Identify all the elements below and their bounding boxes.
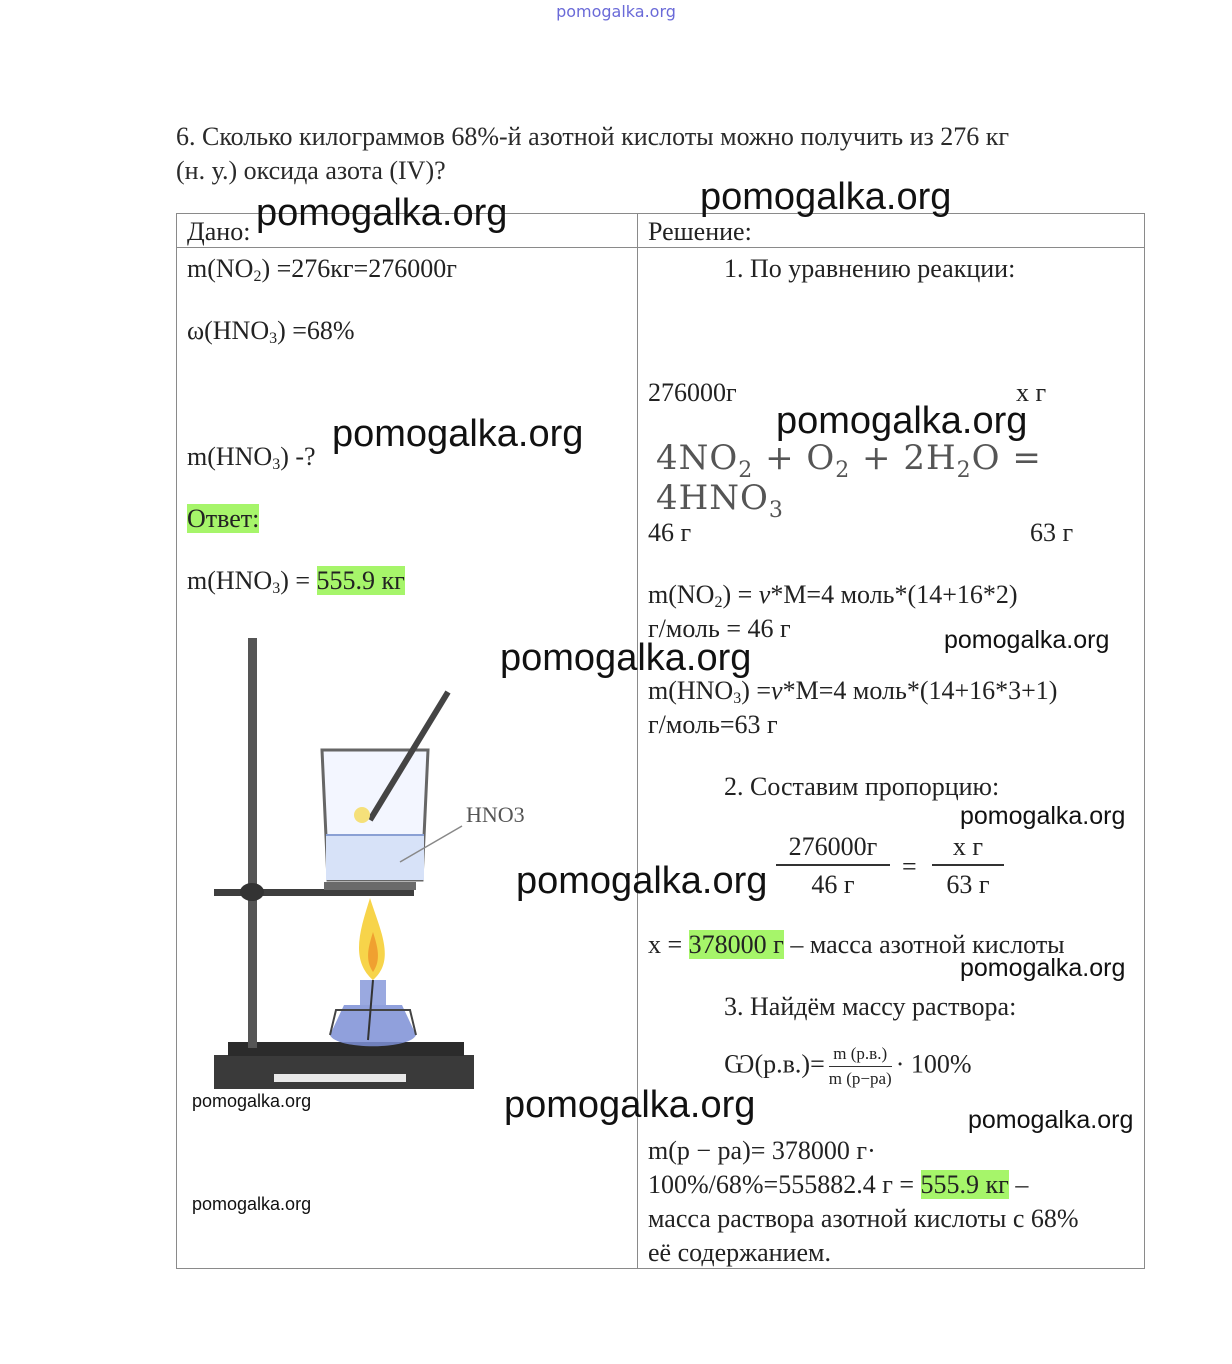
- watermark: pomogalka.org: [192, 1091, 312, 1111]
- stand-base: [214, 1055, 474, 1089]
- molar-left: 46 г: [648, 518, 692, 547]
- watermark: pomogalka.org: [192, 1194, 312, 1214]
- stand-rod: [248, 638, 257, 1048]
- spirit-burner: [330, 1005, 416, 1046]
- answer-label: Ответ:: [187, 504, 260, 533]
- answer-value: 555.9 кг: [316, 566, 405, 595]
- final-line-1: m(р − ра)= 378000 г·: [648, 1136, 876, 1165]
- watermark: pomogalka.org: [516, 860, 768, 902]
- watermark: pomogalka.org: [332, 413, 584, 455]
- watermark: pomogalka.org: [500, 637, 752, 679]
- solution-header: Решение:: [648, 217, 752, 246]
- watermark: pomogalka.org: [700, 176, 952, 218]
- step-2: 2. Составим пропорцию:: [724, 772, 1000, 801]
- final-value: 555.9 кг: [920, 1170, 1009, 1199]
- calc-no2-line1: $m(NO_2) = \nu*M=4$ моль*(14+16*2): [648, 580, 1018, 611]
- watermark: pomogalka.org: [256, 192, 508, 234]
- task-line-2: (н. у.) оксида азота (IV)?: [176, 156, 446, 185]
- calc-hno3-line2: г/моль=63 г: [648, 710, 778, 739]
- proportion-right: x г 63 г: [932, 832, 1004, 900]
- watermark: pomogalka.org: [960, 954, 1126, 982]
- lab-apparatus-illustration: [210, 630, 525, 1100]
- mass-right: x г: [1016, 378, 1047, 407]
- given-header: Дано:: [187, 217, 251, 246]
- final-line-2: 100%/68%=555882.4 г = 555.9 кг –: [648, 1170, 1029, 1199]
- given-mass-no2: $m(NO_2) =276кг=276000г$: [187, 254, 457, 285]
- site-link[interactable]: pomogalka.org: [556, 2, 676, 21]
- step-3: 3. Найдём массу раствора:: [724, 992, 1017, 1021]
- watermark: pomogalka.org: [504, 1084, 756, 1126]
- hno3-label: HNO3: [466, 802, 525, 827]
- proportion-equals: =: [902, 852, 917, 881]
- step-1: 1. По уравнению реакции:: [724, 254, 1016, 283]
- proportion-left: 276000г 46 г: [776, 832, 890, 900]
- answer-line: $m(HNO_3) = 555.9$ кг: [187, 566, 405, 597]
- calc-hno3-line1: $m(HNO_3) =\nu*M=4$ моль*(14+16*3+1): [648, 676, 1058, 707]
- mass-left: 276000г: [648, 378, 737, 407]
- molar-right: 63 г: [1030, 518, 1074, 547]
- watermark: pomogalka.org: [960, 802, 1126, 830]
- watermark: pomogalka.org: [776, 400, 1028, 442]
- final-line-3: масса раствора азотной кислоты с 68%: [648, 1204, 1079, 1233]
- task-statement: [176, 120, 1136, 188]
- final-line-4: её содержанием.: [648, 1238, 831, 1267]
- calc-no2-line2: г/моль = 46 г: [648, 614, 791, 643]
- find-mass-hno3: $m(HNO_3)$ -?: [187, 442, 316, 473]
- task-line-1: 6. Сколько килограммов 68%-й азотной кислоты можно получить из 276 кг: [176, 122, 1010, 151]
- mass-fraction-formula: Ѡ(р.в.)= $\frac{m (р.в.)}{m (р-ра)}$ · 100%: [724, 1044, 972, 1088]
- watermark: pomogalka.org: [968, 1106, 1134, 1134]
- x-result: x = 378000 г – масса азотной кислоты: [648, 930, 1065, 959]
- given-omega: $\omega(HNO_3) =68\%$: [187, 316, 355, 347]
- watermark: pomogalka.org: [944, 626, 1110, 654]
- reaction-equation: $4NO_2 + O_2 + 2H_2O = 4HNO_3$: [656, 438, 1042, 523]
- x-value: 378000 г: [688, 930, 784, 959]
